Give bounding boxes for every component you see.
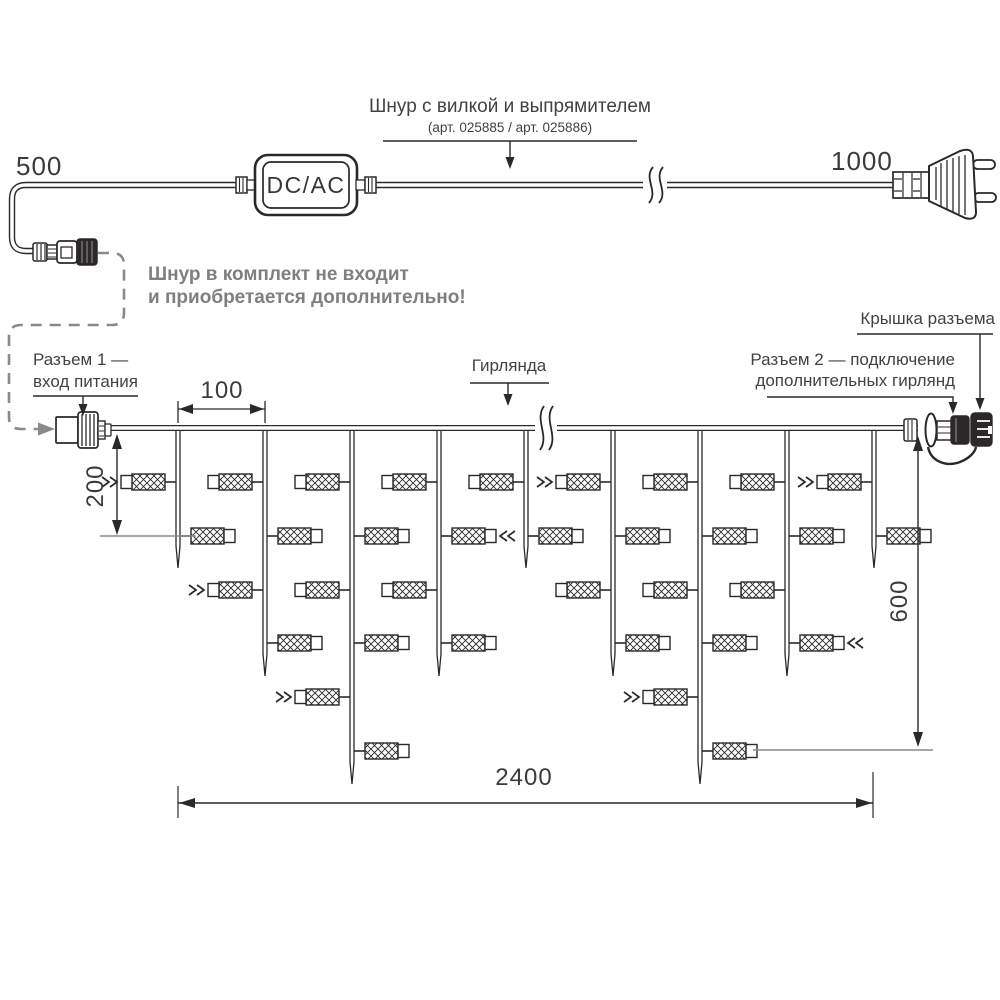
bulb-light [276,689,350,705]
bulb-light [615,528,670,544]
connector2-label-line1: Разъем 2 — подключение [750,350,955,369]
bulb-light [382,474,437,490]
cord-subtitle: (арт. 025885 / арт. 025886) [427,120,593,135]
dashed-arrowhead-icon [38,423,55,436]
drop-wire [176,431,180,568]
connector-cap-icon [971,413,992,446]
bulb-light [702,635,757,651]
bulb-light [798,474,872,490]
dcac-label: DC/AC [266,172,346,198]
garland-label-leader [470,383,549,406]
bulb-light [441,528,515,544]
bulb-light [295,582,350,598]
note-line-1: Шнур в комплект не входит [148,264,409,285]
drop-wire [611,431,615,676]
connector-1 [56,412,111,448]
power-plug-icon [893,150,996,219]
bulb-light [876,528,931,544]
drop-wire [437,431,441,676]
connector2-label-leader [767,397,958,414]
bulb-light [643,474,698,490]
drop-5 [469,431,583,568]
bulb-light [789,528,844,544]
flash-arrow-icon [276,692,291,702]
bulb-light [267,528,322,544]
drop-9 [798,431,931,568]
drop-6 [537,431,670,676]
flash-arrow-icon [537,477,552,487]
bulb-light [295,474,350,490]
drop-wire [524,431,528,568]
bulb-light [382,582,437,598]
cord-label-leader [383,141,637,169]
dim-height-label: 600 [886,579,913,623]
bulb-light [354,635,409,651]
dim-spacing-label: 100 [200,377,244,404]
cord-title: Шнур с вилкой и выпрямителем [369,96,651,117]
bulb-light [537,474,611,490]
power-cord [12,185,897,251]
drop-2 [189,431,322,676]
cord-length-right: 1000 [831,146,893,176]
drop-wire [263,431,267,676]
bulb-light [441,635,496,651]
dim-offset-label: 200 [82,464,109,508]
flash-arrow-icon [189,585,204,595]
note-line-2: и приобретается дополнительно! [148,287,466,308]
bulb-light [189,582,263,598]
drop-1 [102,431,235,568]
bulb-light [528,528,583,544]
flash-arrow-icon [500,531,515,541]
bulb-light [102,474,176,490]
break-mark-cord [643,167,667,203]
cap-label: Крышка разъема [860,309,995,328]
drop-wire [872,431,876,568]
flash-arrow-icon [798,477,813,487]
bulb-light [354,528,409,544]
drop-wire [785,431,789,676]
cap-tether [928,447,976,464]
dashed-route [9,253,124,436]
garland-label: Гирлянда [471,356,547,375]
flash-arrow-icon [624,692,639,702]
drop-wire [350,431,354,784]
cord-connector [33,239,97,265]
cord-length-left: 500 [16,151,63,181]
connector1-label-line2: вход питания [33,372,138,391]
dim-length-label: 2400 [495,764,553,791]
bulb-light [730,474,785,490]
break-mark-wire [535,406,557,450]
bulb-light [702,743,757,759]
flash-arrow-icon [848,638,863,648]
bulb-light [624,689,698,705]
bulb-light [702,528,757,544]
bulb-light [208,474,263,490]
connector2-label-line2: дополнительных гирлянд [755,371,955,390]
bulb-light [267,635,322,651]
bulb-light [730,582,785,598]
bulb-light [469,474,524,490]
bulb-light [354,743,409,759]
drops-layer [102,431,931,784]
connector1-label-line1: Разъем 1 — [33,350,129,369]
drop-wire [698,431,702,784]
bulb-light [789,635,863,651]
bulb-light [556,582,611,598]
bulb-light [643,582,698,598]
connector-2 [904,414,969,447]
bulb-light [615,635,670,651]
